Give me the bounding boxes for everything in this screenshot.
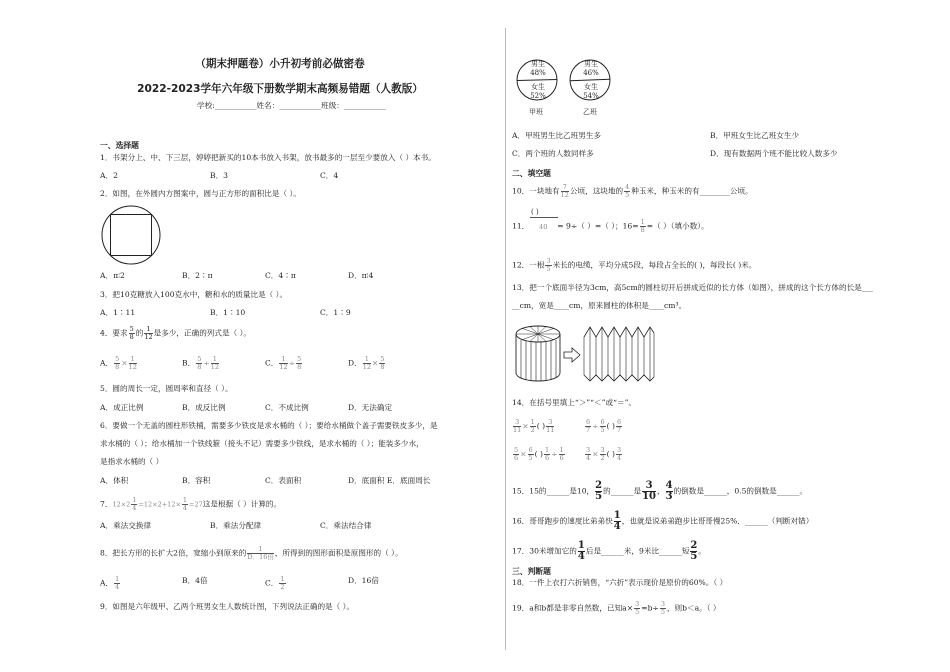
section-choice: 一、选择题: [100, 141, 139, 150]
q3-option-c: C．1∶9: [320, 308, 351, 317]
q2-option-a: A．π∶2: [100, 271, 125, 280]
q14-compare-4: $\frac{3}{4}$ × $\frac{3}{2}$ ( ) $\frac{3}{4}$: [586, 446, 622, 462]
q9-text: 9．如图是六年级甲、乙两个班男女生人数统计图，下列说法正确的是（ ）。: [100, 602, 355, 611]
pie-divider-yi: [570, 79, 610, 81]
q14-text: 14．在括号里填上“＞”“＜”或“＝”。: [512, 398, 637, 407]
pie1-class-label: 甲班: [529, 108, 543, 116]
section-judge: 三、判断题: [512, 567, 551, 576]
title-line-1: （期末押题卷）小升初考前必做密卷: [195, 58, 365, 70]
q6-option-b: B．容积: [182, 476, 211, 485]
pie-divider-jia: [517, 80, 557, 81]
q9-option-a: A．甲班男生比乙班男生多: [512, 131, 602, 140]
q7-option-a: A．乘法交换律: [100, 521, 152, 530]
q4-option-a: A． $\frac{5}{8}$ × $\frac{1}{12}$: [100, 355, 137, 371]
q15-text: 15．15的______是10， $\frac{2}{5}$ 的______是 $\frac{3}{10}$ ， $\frac{4}{3}$ 的倒数是______，0.5的倒数是______。: [512, 480, 808, 502]
q2-text: 2．如图，在外圆内方图案中，圆与正方形的面积比是（ ）。: [100, 189, 301, 198]
q7-option-c: C．乘法结合律: [320, 521, 372, 530]
q18-text: 18．一件上衣打六折销售，“六折”表示现价是原价的60%。（ ）: [512, 578, 728, 587]
q5-option-a: A．成正比例: [100, 403, 144, 412]
q13-line-2: __cm，宽是____cm，原来圆柱的体积是____cm³。: [512, 301, 687, 310]
q11-fraction-bar: [530, 217, 558, 218]
q6-line-3: 是指求水桶的（ ）: [100, 457, 164, 466]
q13-line-1: 13．把一个底面半径为3cm，高5cm的圆柱切开后拼成近似的长方体（如图），拼成的这个长方体的长是___: [512, 283, 874, 292]
q6-line-1: 6．要做一个无盖的圆柱形铁桶，需要多少铁皮是求水桶的（ ）；要给水桶做个盖子需要铁皮多少，是: [100, 421, 438, 430]
q6-option-d: D．底面积 E．底面周长: [348, 476, 431, 485]
q3-option-a: A．1∶11: [100, 308, 136, 317]
q4-option-c: C． $\frac{1}{12}$ ÷ $\frac{5}{8}$: [265, 355, 302, 371]
q1-option-c: C．4: [320, 171, 339, 180]
q1-option-b: B．3: [210, 171, 229, 180]
column-divider: [505, 28, 506, 650]
q7-text: 7．12×2 $\frac{1}{4}$ =12×2+12× $\frac{1}{4}$ =27这是根据（ ）计算的。: [100, 496, 282, 512]
q2-option-b: B．2∶π: [182, 271, 213, 280]
student-info: 学校:___________姓名：___________班级：___________: [197, 101, 386, 110]
q1-option-a: A．2: [100, 171, 118, 180]
q4-option-b: B． $\frac{5}{8}$ ÷ $\frac{1}{12}$: [182, 355, 219, 371]
q2-option-c: C．4∶π: [265, 271, 296, 280]
q3-option-b: B．1∶10: [210, 308, 246, 317]
q7-option-b: B．乘法分配律: [210, 521, 262, 530]
q19-text: 19．a和b都是非零自然数，已知a× $\frac{3}{5}$ =b÷ $\frac{3}{5}$ ，则b＜a。（ ）: [512, 600, 721, 616]
q12-text: 12．一根 $\frac{3}{5}$ 米长的电缆，平均分成5段，每段占全长的( )，每段长( )米。: [512, 257, 757, 273]
q4-text: 4．要求 $\frac{5}{8}$ 的 $\frac{1}{12}$ 是多少，正确的列式是（ ）。: [100, 325, 251, 341]
q14-compare-2: $\frac{6}{7}$ ÷ $\frac{6}{5}$ ( ) $\frac{6}{7}$: [586, 418, 622, 434]
q4-option-d: D． $\frac{1}{12}$ × $\frac{5}{8}$: [348, 355, 385, 371]
q16-text: 16．哥哥跑步的速度比弟弟快 $\frac{1}{4}$ ，也就是说弟弟跑步比哥哥慢25%．______（判断对错）: [512, 510, 814, 532]
q2-option-d: D．π∶4: [348, 271, 374, 280]
q8-option-c: C． $\frac{1}{2}$: [265, 575, 285, 591]
q14-compare-1: $\frac{3}{11}$ × $\frac{1}{2}$ ( ) $\frac{3}{11}$: [513, 418, 555, 434]
q9-option-b: B．甲班女生比乙班女生少: [710, 131, 800, 140]
q8-option-b: B．4倍: [182, 576, 208, 585]
q8-text: 8．把长方形的长扩大2倍，宽缩小到原来的 $\frac{1}{\text{D．16倍}}$ ，所得到的图形面积是原图形的（ ）。: [100, 545, 403, 561]
q5-text: 5．圆的周长一定，圆周率和直径（ ）。: [100, 384, 233, 393]
q6-option-a: A．体积: [100, 476, 129, 485]
q6-line-2: 求水桶的（ ）；给水桶加一个铁线箍（接头不记）需要多少铁线，是求水桶的（ ）；能装多少水，: [100, 439, 424, 448]
circle-square-figure: [100, 204, 162, 266]
title-line-2: 2022-2023学年六年级下册数学期末高频易错题（人教版）: [137, 83, 423, 95]
q17-text: 17．30米增加它的 $\frac{1}{4}$ 后是______米，9米比______短 $\frac{2}{5}$ 。: [512, 540, 706, 562]
pie1-top-label: 男生 48%: [530, 60, 546, 77]
q10-text: 10．一块地有 $\frac{7}{12}$ 公顷，这块地的 $\frac{4}{5}$ 种玉米，种玉米的有________公顷。: [512, 183, 753, 199]
q5-option-c: C．不成比例: [265, 403, 309, 412]
q11-blank-numerator: ( ): [531, 208, 539, 216]
q14-compare-3: $\frac{5}{6}$ × $\frac{6}{5}$ ( ) $\frac{1}{6}$ ÷ $\frac{1}{6}$: [514, 446, 564, 462]
q9-option-d: D．现有数据两个班不能比较人数多少: [710, 149, 838, 158]
q8-option-d: D．16倍: [348, 576, 379, 585]
q6-option-c: C．表面积: [265, 476, 302, 485]
pie2-top-label: 男生 46%: [583, 60, 599, 77]
q3-text: 3．把10克糖放入100克水中，糖和水的质量比是（ ）。: [100, 290, 288, 299]
q1-text: 1．书架分上、中、下三层，婷婷把新买的10本书放入书架，放书最多的一层至少要放入（ ）本书。: [100, 153, 436, 162]
q9-option-c: C．两个班的人数同样多: [512, 149, 594, 158]
q5-option-b: B．成反比例: [182, 403, 226, 412]
pie1-bottom-label: 女生 52%: [530, 83, 546, 100]
section-fill: 二、填空题: [512, 169, 551, 178]
pie2-bottom-label: 女生 54%: [583, 83, 599, 100]
pie2-class-label: 乙班: [583, 108, 597, 116]
q11-text: 11． 40 = 9÷（ ）=（ ）；16= $\frac{1}{8}$ =（ ）（填小数）。: [512, 218, 709, 234]
cylinder-to-cuboid-figure: [512, 323, 658, 385]
q5-option-d: D．无法确定: [348, 403, 393, 412]
q8-option-a: A． $\frac{1}{4}$: [100, 575, 120, 591]
